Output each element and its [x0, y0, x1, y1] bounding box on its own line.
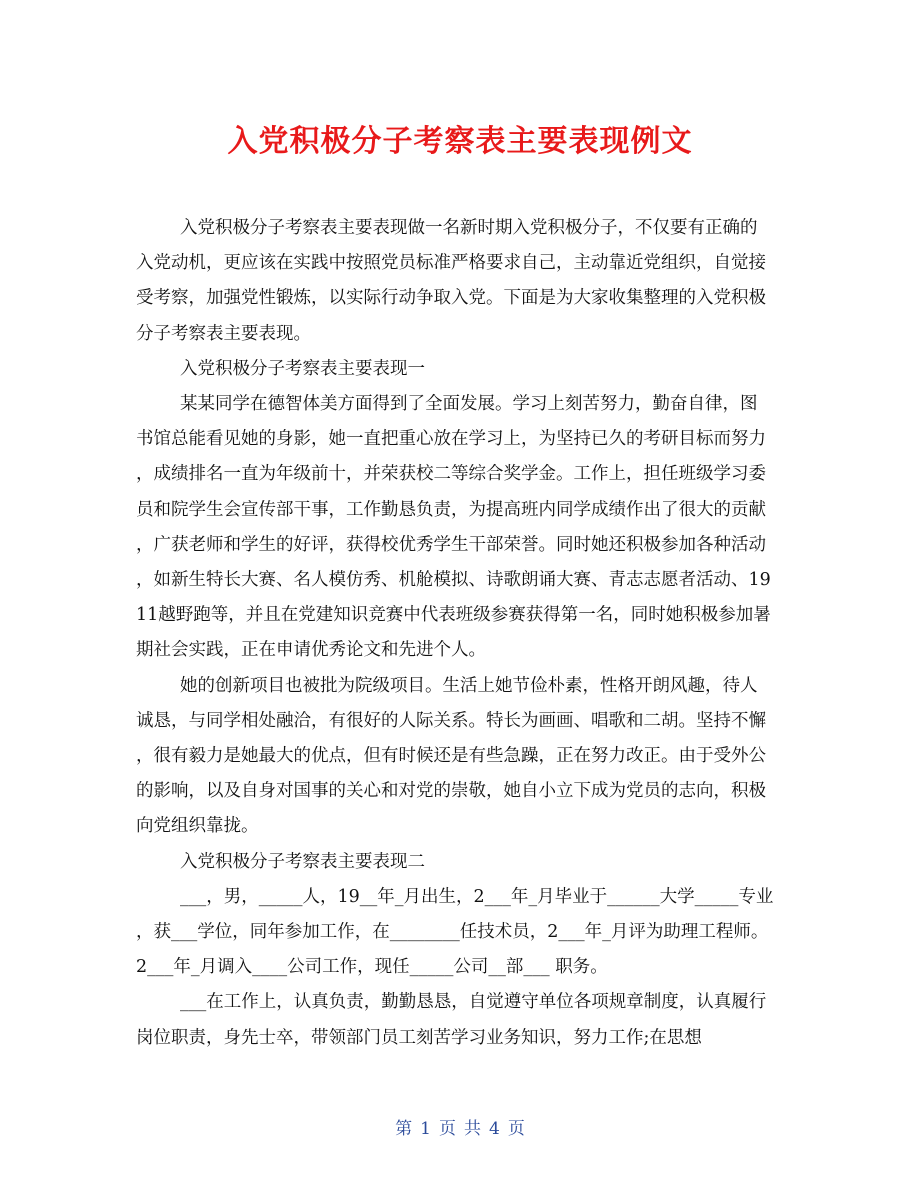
paragraph: [136, 669, 796, 845]
text-line: 诚恳，与同学相处融洽，有很好的人际关系。特长为画画、唱歌和二胡。坚持不懈: [136, 710, 766, 731]
page-unit: 页: [439, 1119, 456, 1139]
text-line: 入党动机，更应该在实践中按照党员标准严格要求自己，主动靠近党组织，自觉接: [136, 253, 766, 274]
text-line: ，成绩排名一直为年级前十，并荣获校二等综合奖学金。工作上，担任班级学习委: [136, 464, 766, 485]
paragraph: [136, 387, 796, 669]
text-line: 她的创新项目也被批为院级项目。生活上她节俭朴素，性格开朗风趣，待人: [180, 675, 758, 696]
document-title: 入党积极分子考察表主要表现例文: [227, 124, 693, 159]
text-line: 11越野跑等，并且在党建知识竞赛中代表班级参赛获得第一名，同时她积极参加暑: [136, 605, 771, 626]
document-body: [136, 211, 796, 1056]
text-line: ___，男，_____人，19__年_月出生，2___年_月毕业于______大学_____专业: [180, 886, 774, 907]
page-number: 1: [420, 1119, 431, 1139]
section-heading: [136, 352, 796, 387]
paragraph: [136, 985, 796, 1055]
text-line: ，获___学位，同年参加工作，在________任技术员，2___年_月评为助理工程师。: [136, 922, 769, 943]
page-footer: [0, 1114, 920, 1139]
text-line: 的影响，以及自身对国事的关心和对党的崇敬，她自小立下成为党员的志向，积极: [136, 781, 766, 802]
paragraph: [136, 880, 796, 986]
text-line: 入党积极分子考察表主要表现一: [180, 358, 425, 379]
text-line: 员和院学生会宣传部干事，工作勤恳负责，为提高班内同学成绩作出了很大的贡献: [136, 499, 766, 520]
section-heading: [136, 845, 796, 880]
text-line: 岗位职责，身先士卒，带领部门员工刻苦学习业务知识，努力工作;在思想: [136, 1027, 702, 1048]
text-line: ，如新生特长大赛、名人模仿秀、机舱模拟、诗歌朗诵大赛、青志志愿者活动、19: [136, 570, 771, 591]
text-line: ，广获老师和学生的好评，获得校优秀学生干部荣誉。同时她还积极参加各种活动: [136, 534, 766, 555]
text-line: 向党组织靠拢。: [136, 816, 259, 837]
text-line: ，很有毅力是她最大的优点，但有时候还是有些急躁，正在努力改正。由于受外公: [136, 746, 766, 767]
text-line: 某某同学在德智体美方面得到了全面发展。学习上刻苦努力，勤奋自律，图: [180, 394, 758, 415]
text-line: ___在工作上，认真负责，勤勤恳恳，自觉遵守单位各项规章制度，认真履行: [180, 992, 767, 1013]
text-line: 2___年_月调入____公司工作，现任_____公司__部___ 职务。: [136, 957, 608, 978]
text-line: 期社会实践，正在申请优秀论文和先进个人。: [136, 640, 486, 661]
text-line: 分子考察表主要表现。: [136, 323, 311, 344]
text-line: 入党积极分子考察表主要表现做一名新时期入党积极分子，不仅要有正确的: [180, 218, 758, 238]
text-line: 书馆总能看见她的身影，她一直把重心放在学习上，为坚持已久的考研目标而努力: [136, 429, 766, 450]
total-unit: 页: [507, 1119, 525, 1139]
text-line: 入党积极分子考察表主要表现二: [180, 851, 425, 872]
page-label: 第: [395, 1119, 413, 1139]
total-pages: 4: [489, 1119, 500, 1139]
text-line: 受考察，加强党性锻炼，以实际行动争取入党。下面是为大家收集整理的入党积极: [136, 288, 766, 309]
total-label: 共: [464, 1119, 481, 1139]
paragraph: [136, 211, 796, 352]
